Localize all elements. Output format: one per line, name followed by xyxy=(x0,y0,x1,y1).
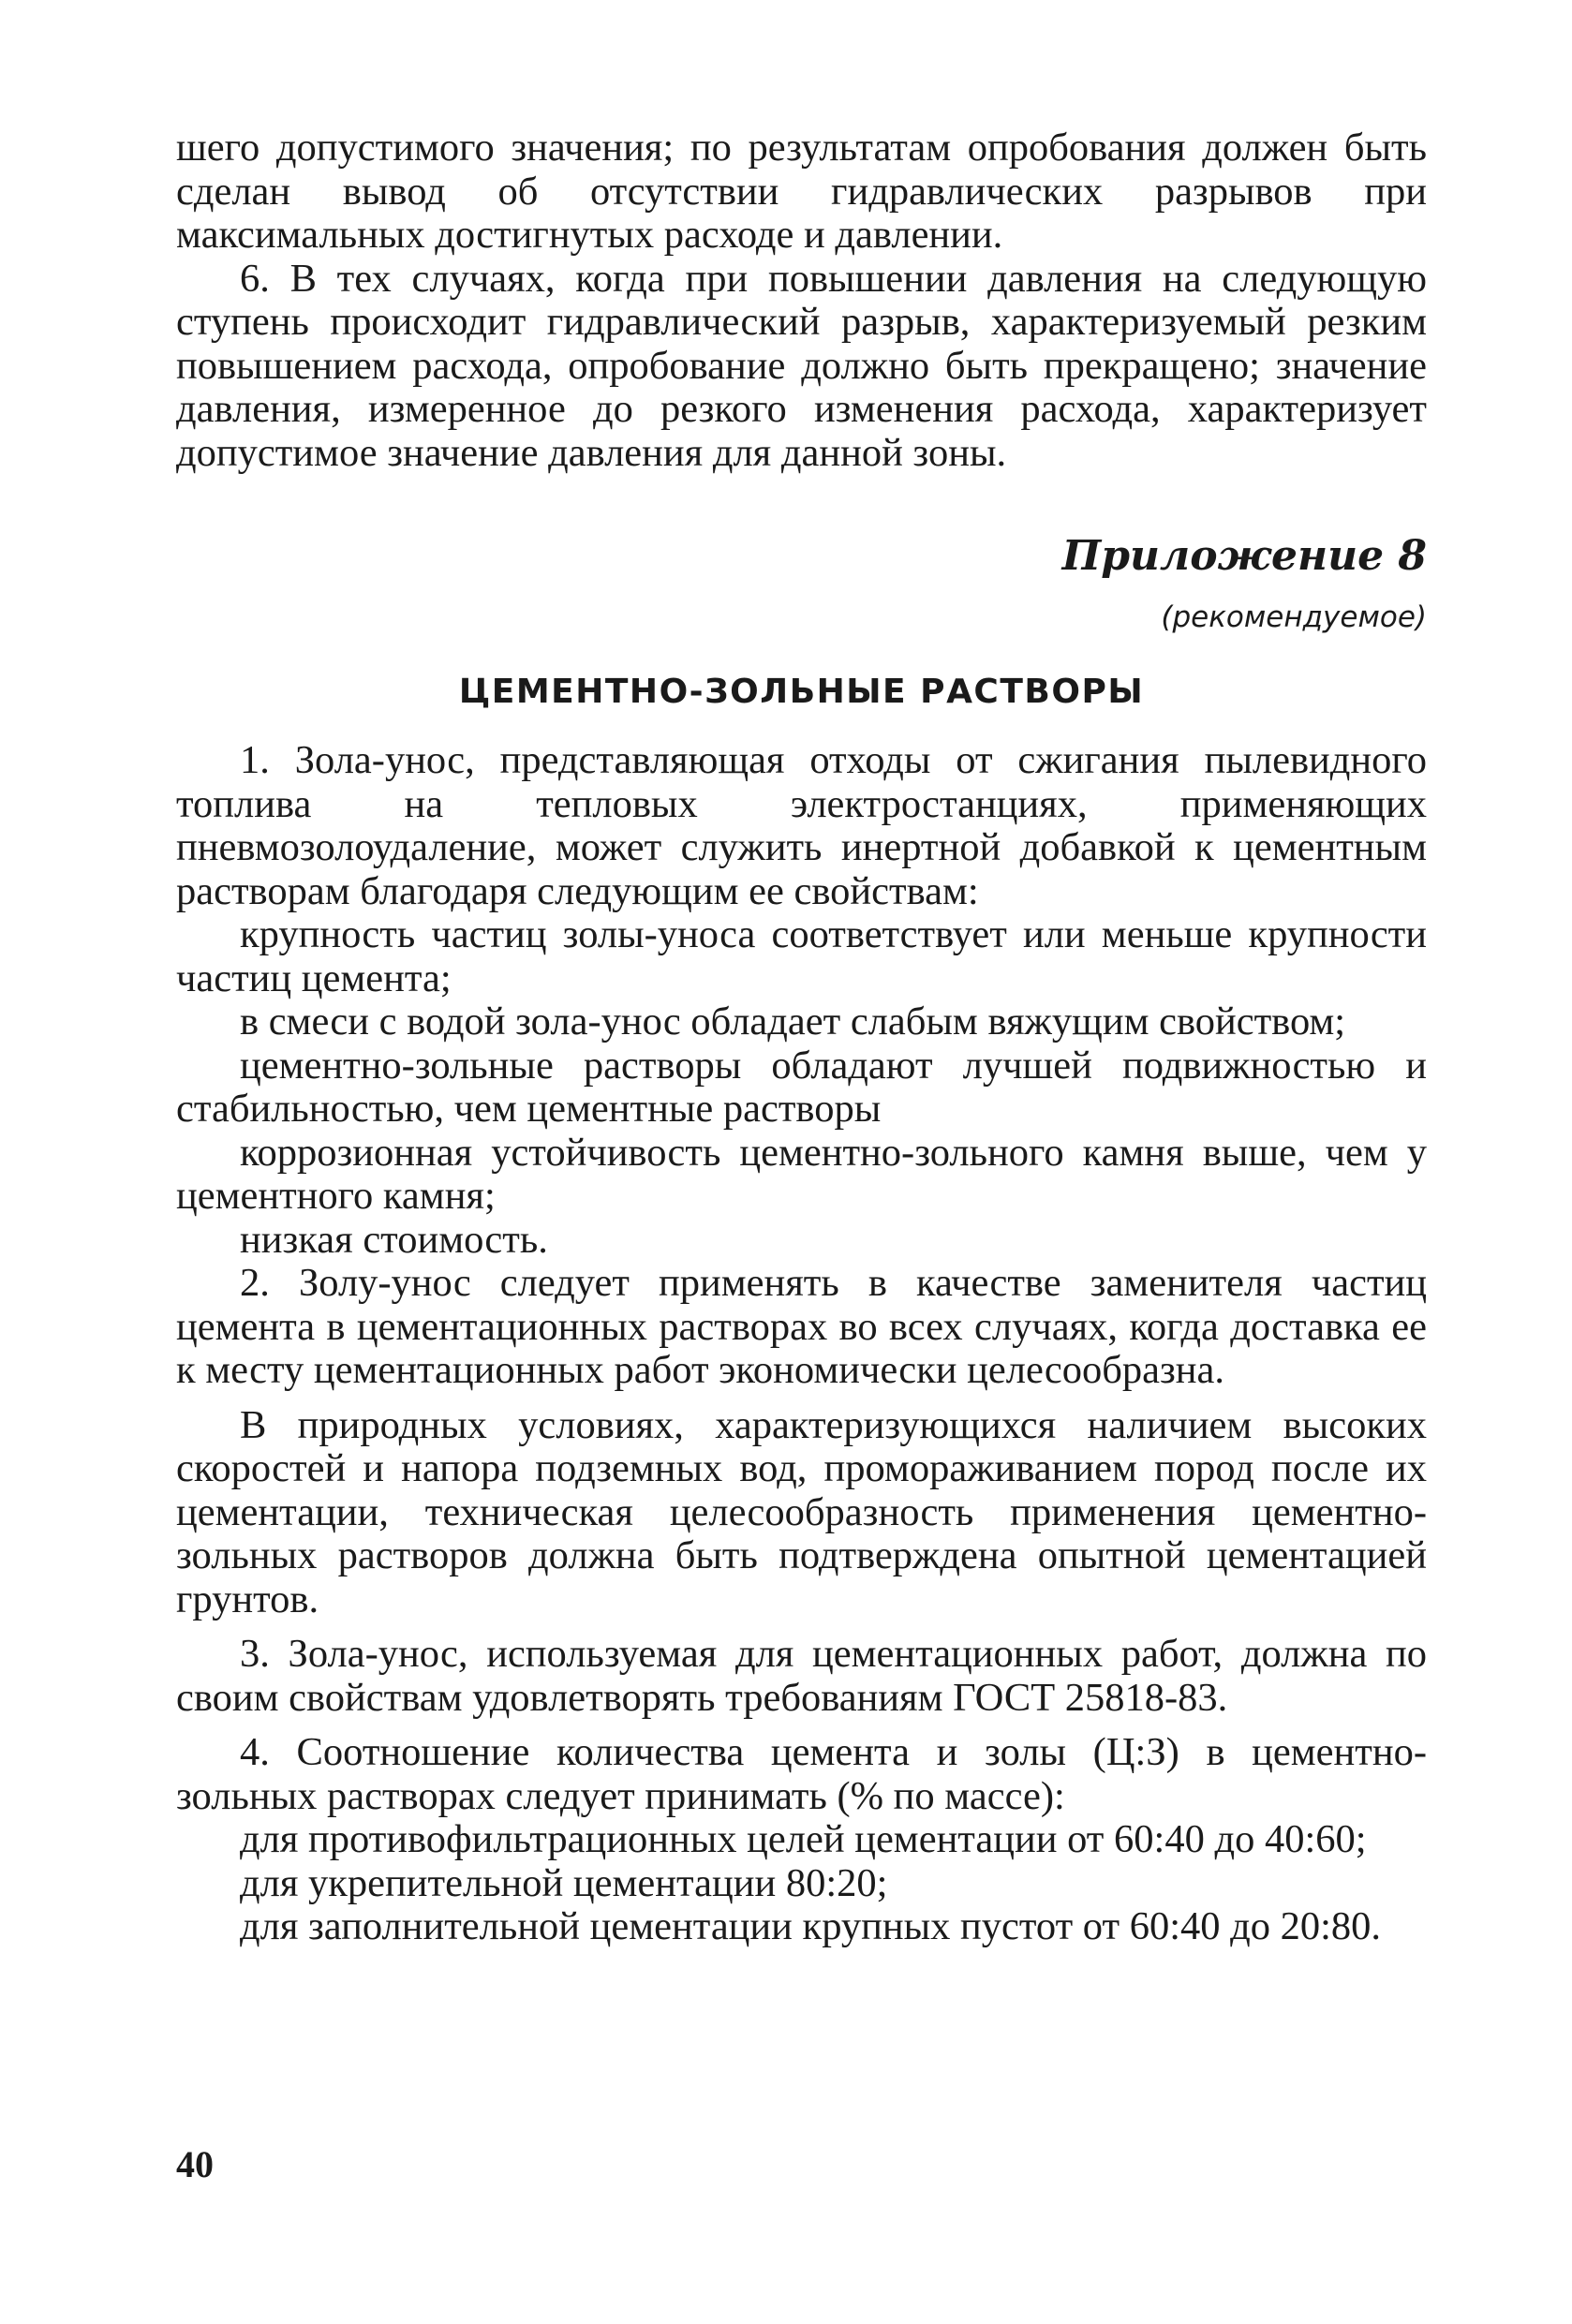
list-item-ratio: для заполнительной цементации крупных пустот от 60:40 до 20:80. xyxy=(240,1904,1382,1948)
section-title: ЦЕМЕНТНО-ЗОЛЬНЫЕ РАСТВОРЫ xyxy=(458,673,1145,711)
list-item-property: крупность частиц золы-уноса соответствует или меньше крупности частиц цемента; xyxy=(176,912,1427,1000)
paragraph-item-1: 1. Зола-унос, представляющая отходы от сжигания пылевидного топлива на тепловых электростанциях, применяющих пневмозолоудаление, может служить инертной добавкой к цементным растворам благодаря следующим ее свойствам: xyxy=(176,738,1427,913)
paragraph-item-3: 3. Зола-унос, используемая для цементационных работ, должна по своим свойствам удовлетворять требованиям ГОСТ 25818-83. xyxy=(176,1632,1427,1720)
appendix-title: Приложение 8 xyxy=(1061,532,1427,580)
list-item-property: коррозионная устойчивость цементно-зольного камня выше, чем у цементного камня; xyxy=(176,1130,1427,1218)
paragraph-item-4: 4. Соотношение количества цемента и золы (Ц:З) в цементно-зольных растворах следует принимать (% по массе): xyxy=(176,1730,1427,1818)
paragraph-item-2: 2. Золу-унос следует применять в качестве заменителя частиц цемента в цементационных растворах во всех случаях, когда доставка ее к месту цементационных работ экономически целесообразна. xyxy=(176,1261,1427,1392)
paragraph-natural-conditions: В природных условиях, характеризующихся наличием высоких скоростей и напора подземных вод, промораживанием пород после их цементации, техническая целесообразность применения цементно-зольных растворов должна быть подтверждена опытной цементацией грунтов. xyxy=(176,1402,1427,1621)
list-item-ratio: для противофильтрационных целей цементации от 60:40 до 40:60; xyxy=(240,1817,1367,1861)
list-item-property: цементно-зольные растворы обладают лучшей подвижностью и стабильностью, чем цементные растворы xyxy=(176,1043,1427,1131)
paragraph-item-6: 6. В тех случаях, когда при повышении давления на следующую ступень происходит гидравлический разрыв, характеризуемый резким повышением расхода, опробование должно быть прекращено; значение давления, измеренное до резкого изменения расхода, характеризует допустимое значение давления для данной зоны. xyxy=(176,256,1427,475)
paragraph-continued: шего допустимого значения; по результатам опробования должен быть сделан вывод об отсутствии гидравлических разрывов при максимальных достигнутых расходе и давлении. xyxy=(176,126,1427,257)
appendix-header xyxy=(176,533,1427,636)
page-content xyxy=(176,126,1427,1949)
list-item-property: низкая стоимость. xyxy=(240,1217,548,1262)
list-item-ratio: для укрепительной цементации 80:20; xyxy=(240,1860,888,1905)
appendix-subtitle: (рекомендуемое) xyxy=(1161,600,1427,634)
list-item-property: в смеси с водой зола-унос обладает слабым вяжущим свойством; xyxy=(240,999,1346,1044)
page-number: 40 xyxy=(176,2143,214,2185)
